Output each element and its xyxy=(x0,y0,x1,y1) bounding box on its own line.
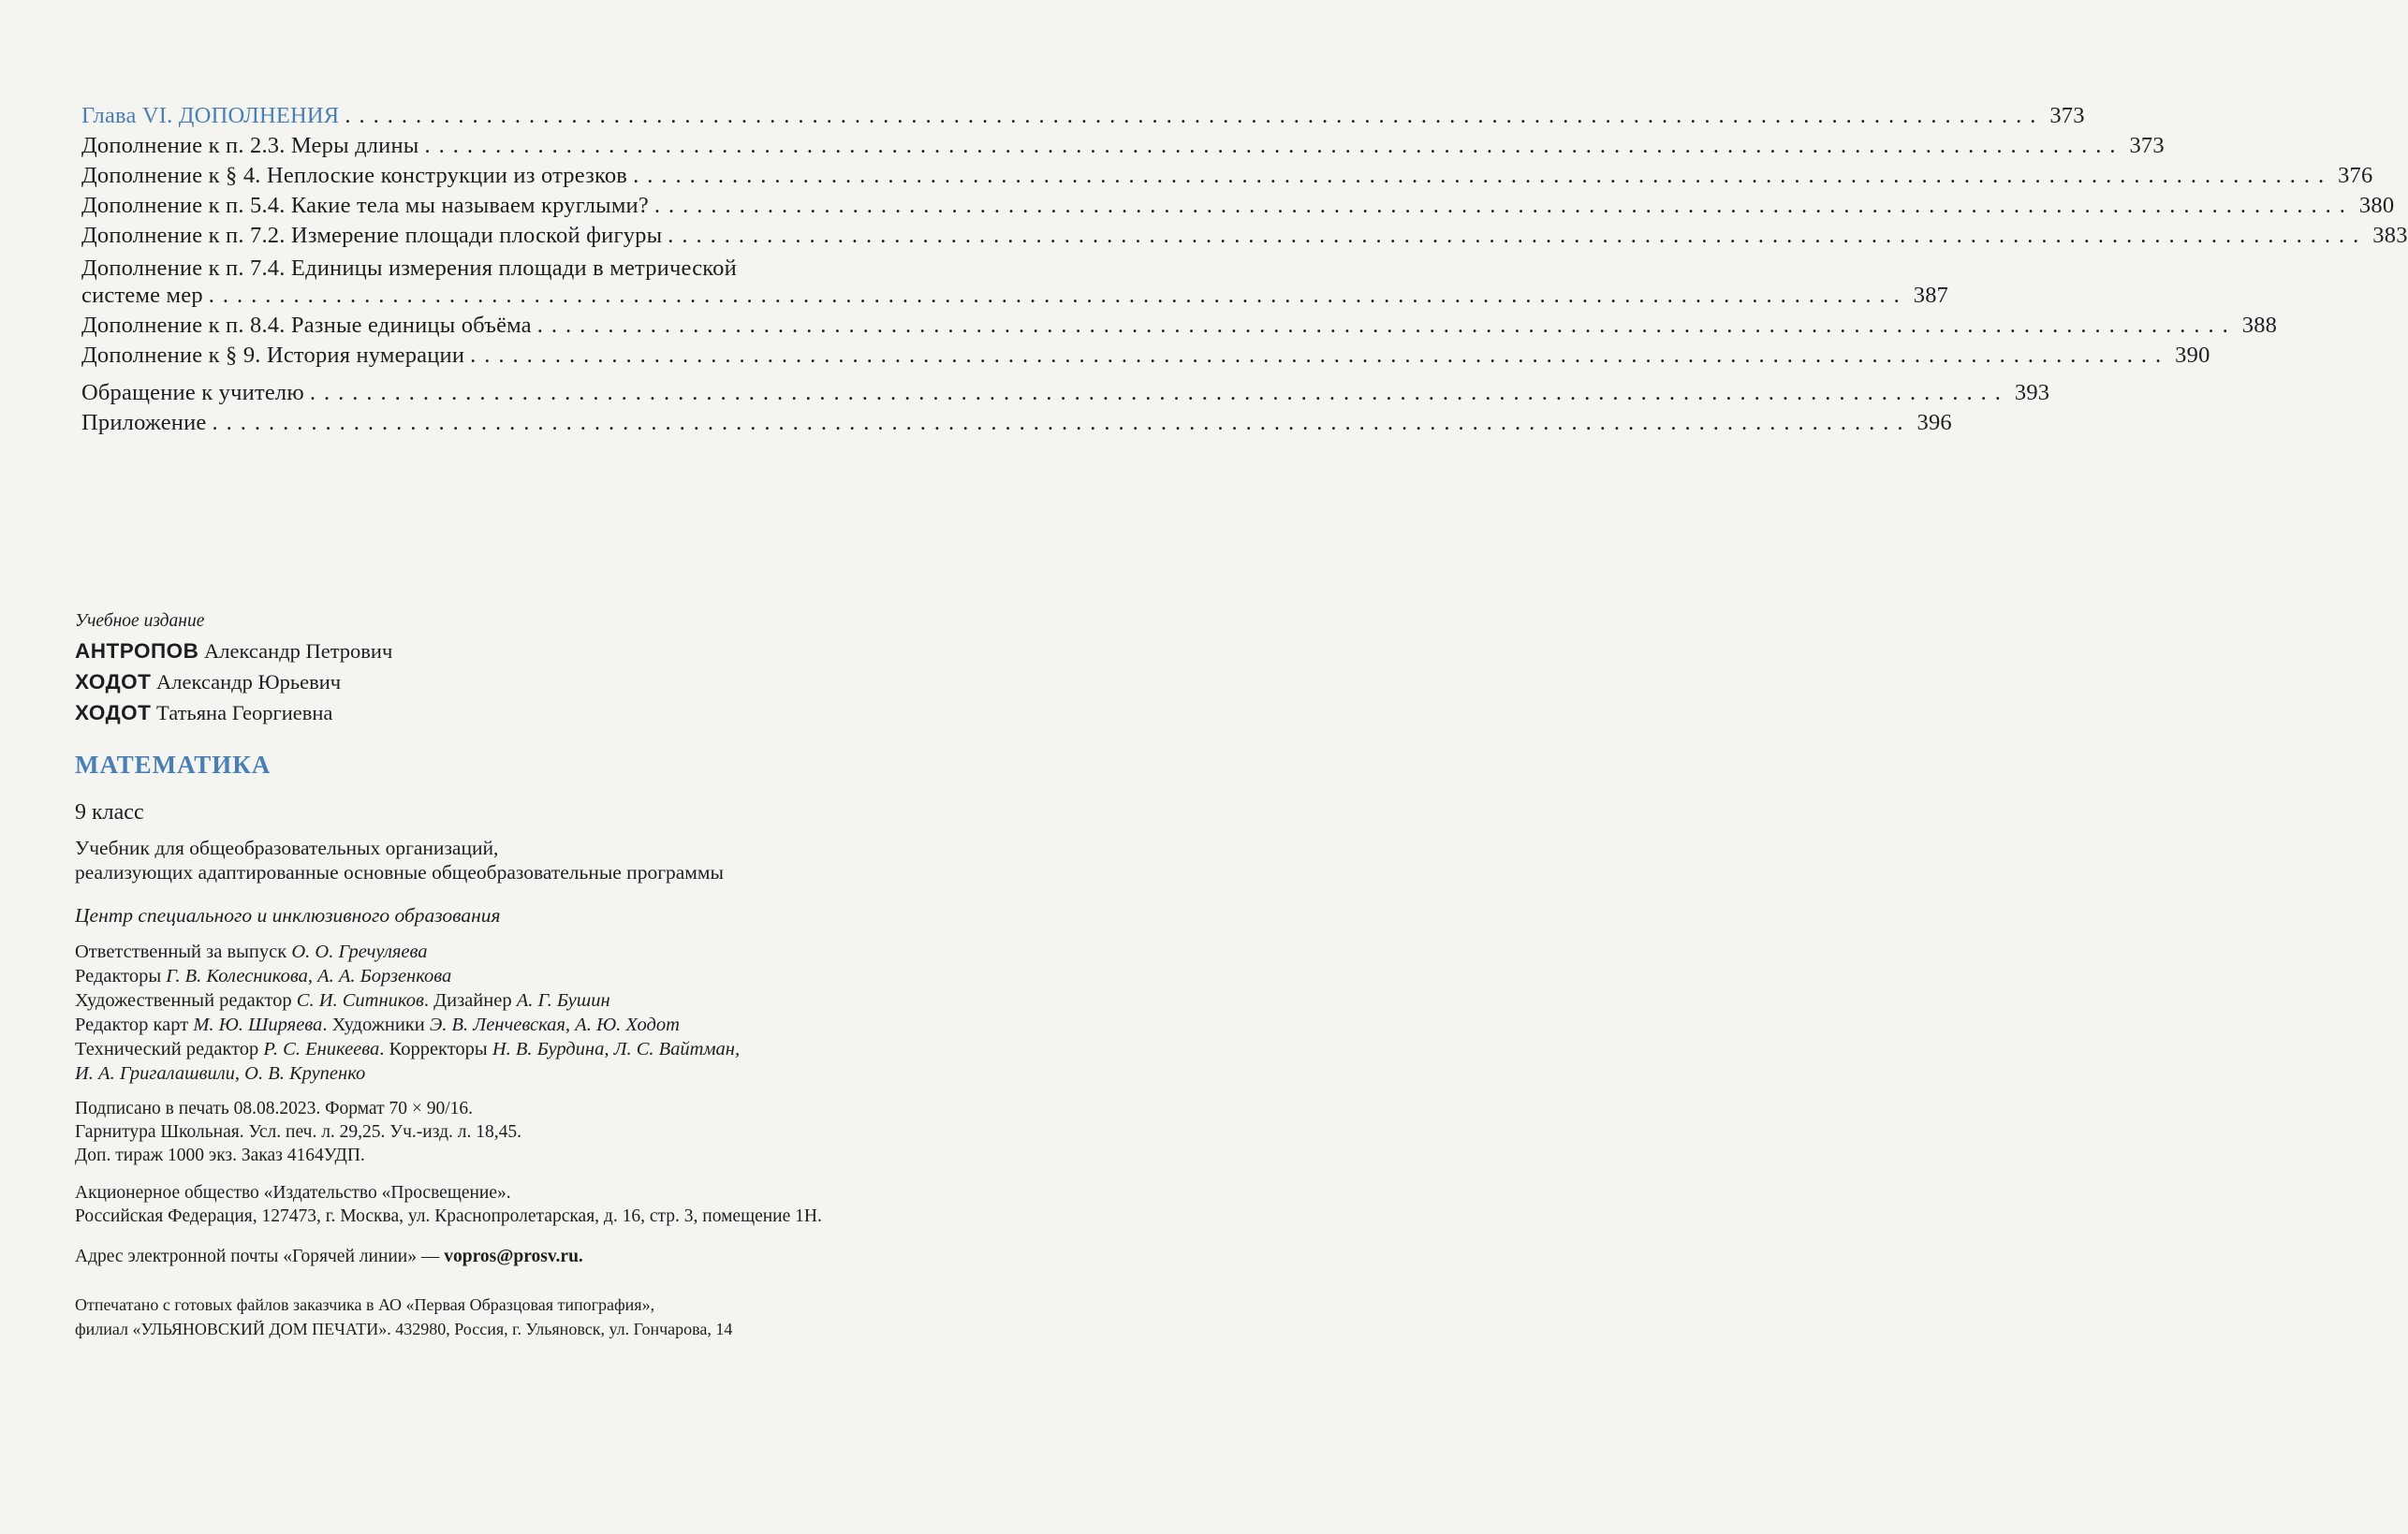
book-description-line: реализующих адаптированные основные общеобразовательные программы xyxy=(75,861,724,884)
print-spec-line: Подписано в печать 08.08.2023. Формат 70 × 90/16. xyxy=(75,1099,474,1118)
toc-entry-title: Дополнение к § 4. Неплоские конструкции из отрезков xyxy=(81,163,628,188)
credit-label: . Дизайнер xyxy=(423,990,512,1011)
toc-entry xyxy=(81,223,2408,255)
author-surname: АНТРОПОВ xyxy=(75,639,199,663)
credit-names: Р. С. Еникеева xyxy=(263,1039,380,1059)
credit-label: Редактор карт xyxy=(75,1015,189,1035)
toc-entry xyxy=(81,410,1952,442)
toc-dot-leader: ........................................................................................................................ xyxy=(653,193,2354,218)
toc-entry-title-line: Дополнение к п. 7.4. Единицы измерения площади в метрической xyxy=(81,256,737,281)
edition-type: Учебное издание xyxy=(75,611,205,631)
credit-line xyxy=(75,965,451,989)
credit-names: Г. В. Колесникова, А. А. Борзенкова xyxy=(166,966,452,986)
toc-dot-leader: ........................................................................................................................ xyxy=(212,410,1912,435)
toc-page-number: 380 xyxy=(2358,193,2395,218)
toc-page-number: 373 xyxy=(2049,103,2085,128)
toc-dot-leader: ........................................................................................................................ xyxy=(668,223,2368,248)
toc-entry xyxy=(81,313,2278,344)
toc-entry xyxy=(81,133,2165,165)
toc-page-number: 383 xyxy=(2372,223,2408,248)
toc-dot-leader: ........................................................................................................................ xyxy=(424,133,2124,158)
toc-entry-title: Дополнение к § 9. История нумерации xyxy=(81,343,465,368)
toc-dot-leader: ........................................................................................................................ xyxy=(345,103,2045,128)
publisher-line: Акционерное общество «Издательство «Просвещение». xyxy=(75,1183,511,1203)
author-1 xyxy=(75,639,392,664)
author-name: Александр Юрьевич xyxy=(156,670,342,694)
book-description-line: Учебник для общеобразовательных организаций, xyxy=(75,837,499,859)
author-name: Александр Петрович xyxy=(204,639,393,663)
toc-entry xyxy=(81,283,1949,314)
toc-entry-title: Дополнение к п. 7.2. Измерение площади плоской фигуры xyxy=(81,223,663,248)
toc-entry-title: Дополнение к п. 8.4. Разные единицы объёма xyxy=(81,313,532,338)
toc-entry xyxy=(81,163,2373,195)
credit-names: М. Ю. Ширяева xyxy=(193,1015,323,1035)
author-surname: ХОДОТ xyxy=(75,701,152,724)
toc-entry-title: системе мер xyxy=(81,283,203,308)
book-grade: 9 класс xyxy=(75,800,144,825)
toc-dot-leader: ........................................................................................................................ xyxy=(470,343,2170,368)
credit-label: Технический редактор xyxy=(75,1039,259,1059)
credit-line xyxy=(75,1014,680,1038)
toc-page-number: 373 xyxy=(2129,133,2165,158)
print-spec-line: Доп. тираж 1000 экз. Заказ 4164УДП. xyxy=(75,1146,365,1165)
toc-entry xyxy=(81,380,2050,412)
toc-page-number: 390 xyxy=(2175,343,2210,368)
toc-page-number: 388 xyxy=(2241,313,2278,338)
printer-line: филиал «УЛЬЯНОВСКИЙ ДОМ ПЕЧАТИ». 432980, Россия, г. Ульяновск, ул. Гончарова, 14 xyxy=(75,1320,733,1338)
credit-line xyxy=(75,1062,365,1087)
credit-line xyxy=(75,1038,740,1062)
toc-page-number: 393 xyxy=(2014,380,2050,405)
credit-names: С. И. Ситников xyxy=(296,990,424,1011)
credit-names: А. Г. Бушин xyxy=(516,990,610,1011)
toc-dot-leader: ........................................................................................................................ xyxy=(208,283,1908,308)
credit-line xyxy=(75,989,610,1014)
print-spec-line: Гарнитура Школьная. Усл. печ. л. 29,25. Уч.-изд. л. 18,45. xyxy=(75,1122,521,1142)
toc-dot-leader: ........................................................................................................................ xyxy=(633,163,2333,188)
printer-line: Отпечатано с готовых файлов заказчика в АО «Первая Образцовая типография», xyxy=(75,1295,655,1314)
toc-dot-leader: ........................................................................................................................ xyxy=(536,313,2237,338)
toc-chapter-heading xyxy=(81,103,2085,135)
toc-entry-title: Глава VI. ДОПОЛНЕНИЯ xyxy=(81,103,340,128)
toc-dot-leader: ........................................................................................................................ xyxy=(309,380,2009,405)
credit-line xyxy=(75,941,428,965)
author-surname: ХОДОТ xyxy=(75,670,152,694)
toc-entry xyxy=(81,343,2210,374)
toc-entry-title: Обращение к учителю xyxy=(81,380,304,405)
toc-page-number: 387 xyxy=(1913,283,1949,308)
credit-label: . Художники xyxy=(322,1015,425,1035)
author-2 xyxy=(75,670,341,694)
toc-entry-title: Дополнение к п. 2.3. Меры длины xyxy=(81,133,419,158)
publisher-line: Российская Федерация, 127473, г. Москва, ул. Краснопролетарская, д. 16, стр. 3, помещение 1Н. xyxy=(75,1206,822,1226)
credit-names: Н. В. Бурдина, Л. С. Вайтман, xyxy=(492,1039,741,1059)
credit-label: . Корректоры xyxy=(379,1039,488,1059)
credit-names: О. О. Гречуляева xyxy=(291,942,428,962)
credit-names: И. А. Григалашвили, О. В. Крупенко xyxy=(75,1063,366,1084)
author-name: Татьяна Георгиевна xyxy=(156,701,333,724)
hotline-label: Адрес электронной почты «Горячей линии» — xyxy=(75,1247,440,1266)
publishing-center: Центр специального и инклюзивного образования xyxy=(75,904,501,927)
credit-label: Ответственный за выпуск xyxy=(75,942,287,962)
author-3 xyxy=(75,701,332,725)
credit-label: Художественный редактор xyxy=(75,990,292,1011)
hotline-line xyxy=(75,1245,583,1268)
toc-entry-title: Дополнение к п. 5.4. Какие тела мы называем круглыми? xyxy=(81,193,649,218)
credit-names: Э. В. Ленчевская, А. Ю. Ходот xyxy=(429,1015,680,1035)
toc-page-number: 396 xyxy=(1916,410,1952,435)
hotline-email: vopros@prosv.ru. xyxy=(444,1247,583,1266)
book-subject: МАТЕМАТИКА xyxy=(75,751,272,779)
toc-entry-title: Приложение xyxy=(81,410,207,435)
toc-entry xyxy=(81,193,2395,225)
toc-page-number: 376 xyxy=(2338,163,2373,188)
credit-label: Редакторы xyxy=(75,966,162,986)
